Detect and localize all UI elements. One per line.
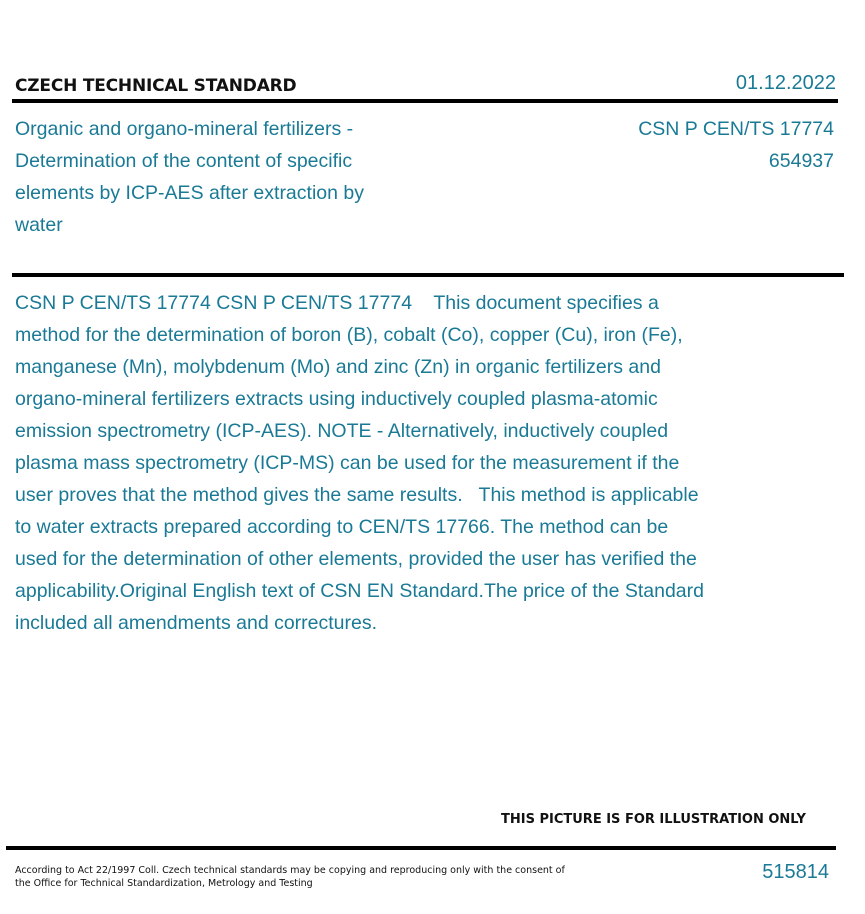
publication-date: 01.12.2022 (735, 72, 836, 94)
document-title: Organic and organo-mineral fertilizers - Determination of the content of specific elements by ICP-AES after extraction by water (15, 118, 364, 236)
document-code-block (638, 113, 834, 177)
title-divider (12, 273, 844, 277)
standard-label: CZECH TECHNICAL STANDARD (15, 76, 297, 96)
illustration-note: THIS PICTURE IS FOR ILLUSTRATION ONLY (501, 812, 806, 827)
document-abstract: CSN P CEN/TS 17774 CSN P CEN/TS 17774 This document specifies a method for the determination of boron (B), cobalt (Co), copper (Cu), iron (Fe), manganese (Mn), molybdenum (Mo) and zinc (Zn) in organic fertilizers and organo-mineral fertilizers extracts using inductively coupled plasma-atomic emission spectrometry (ICP-AES). NOTE - Alternatively, inductively coupled plasma mass spectrometry (ICP-MS) can be used for the measurement if the user proves that the method gives the same results. This method is applicable to water extracts prepared according to CEN/TS 17766. The method can be used for the determination of other elements, provided the user has verified the applicability.Original English text of CSN EN Standard.The price of the Standard included all amendments and correctures. (15, 292, 710, 634)
header-divider (12, 99, 838, 103)
footer-number: 515814 (762, 861, 829, 883)
document-number: 654937 (768, 150, 834, 172)
footer-divider (6, 846, 836, 850)
legal-notice: According to Act 22/1997 Coll. Czech technical standards may be copying and reproducing only with the consent of the Office for Technical Standardization, Metrology and Testing (15, 865, 565, 889)
document-code: CSN P CEN/TS 17774 (638, 118, 834, 140)
